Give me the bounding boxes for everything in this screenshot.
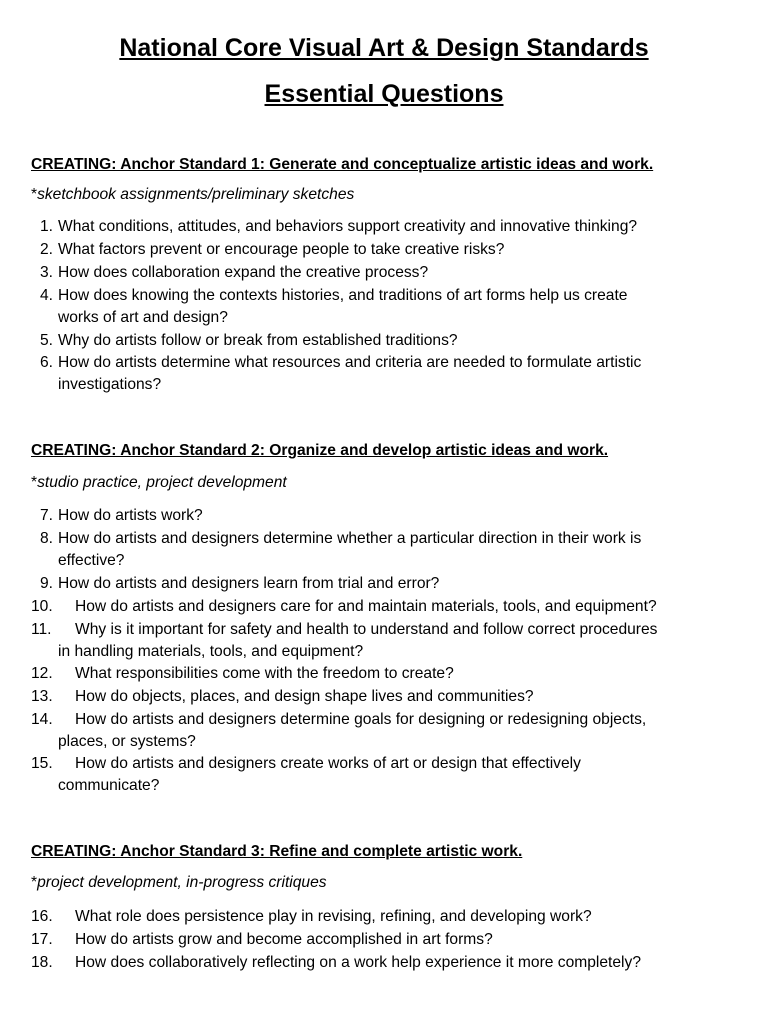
- list-item-number: 6.: [39, 354, 53, 371]
- list-item-number: 17.: [31, 931, 53, 948]
- list-item-text: What responsibilities come with the freedom to create?: [75, 665, 454, 682]
- list-item-number: 18.: [31, 954, 53, 971]
- list-item-number: 13.: [31, 688, 53, 705]
- list-item-text-continued: communicate?: [58, 777, 160, 795]
- list-item-text: How does knowing the contexts histories, and traditions of art forms help us create: [58, 287, 628, 304]
- list-item-text: What factors prevent or encourage people to take creative risks?: [58, 241, 505, 258]
- section-heading: CREATING: Anchor Standard 3: Refine and complete artistic work.: [31, 843, 523, 860]
- list-item-number: 11.: [31, 621, 52, 638]
- list-item-number: 3.: [39, 264, 53, 281]
- note-asterisk: *: [31, 474, 38, 491]
- list-item-text-continued: investigations?: [58, 376, 162, 394]
- list-item-text-continued: places, or systems?: [58, 733, 196, 751]
- list-item-text: How do artists and designers care for and maintain materials, tools, and equipment?: [75, 598, 657, 615]
- note-text: sketchbook assignments/preliminary sketches: [37, 186, 355, 203]
- list-item-text: How do artists and designers create works of art or design that effectively: [75, 755, 581, 772]
- list-item-number: 15.: [31, 755, 53, 772]
- list-item-number: 10.: [31, 598, 53, 615]
- list-item-text: What role does persistence play in revising, refining, and developing work?: [75, 908, 592, 925]
- list-item-text-continued: works of art and design?: [58, 309, 228, 327]
- page-title: National Core Visual Art & Design Standards: [119, 34, 649, 62]
- list-item-number: 4.: [39, 287, 53, 304]
- list-item-text: How do artists determine what resources and criteria are needed to formulate artistic: [58, 354, 642, 371]
- list-item-number: 1.: [39, 218, 53, 235]
- list-item-number: 7.: [39, 507, 53, 524]
- section-note: [31, 185, 354, 205]
- list-item-text-continued: in handling materials, tools, and equipment?: [58, 643, 364, 661]
- list-item-text: How do artists and designers determine whether a particular direction in their work is: [58, 530, 642, 547]
- list-item-number: 16.: [31, 908, 53, 925]
- section-note: [31, 873, 327, 893]
- list-item-text: How do artists work?: [58, 507, 203, 524]
- list-item-number: 12.: [31, 665, 53, 682]
- list-item-text: Why is it important for safety and health to understand and follow correct procedures: [75, 621, 658, 638]
- note-text: project development, in-progress critiques: [37, 874, 327, 891]
- list-item-number: 2.: [39, 241, 53, 258]
- list-item-number: 9.: [39, 575, 53, 592]
- page-subtitle: Essential Questions: [264, 80, 504, 108]
- section-note: [31, 473, 287, 493]
- list-item-text: How do artists and designers learn from trial and error?: [58, 575, 440, 592]
- list-item-text: How does collaboratively reflecting on a work help experience it more completely?: [75, 954, 641, 971]
- list-item-text: Why do artists follow or break from established traditions?: [58, 332, 458, 349]
- list-item-text: How do objects, places, and design shape lives and communities?: [75, 688, 534, 705]
- note-asterisk: *: [31, 874, 38, 891]
- list-item-text: How do artists and designers determine goals for designing or redesigning objects,: [75, 711, 647, 728]
- list-item-number: 5.: [39, 332, 53, 349]
- note-asterisk: *: [31, 186, 38, 203]
- list-item-text: What conditions, attitudes, and behaviors support creativity and innovative thinking?: [58, 218, 638, 235]
- list-item-text: How do artists grow and become accomplished in art forms?: [75, 931, 493, 948]
- section-heading: CREATING: Anchor Standard 2: Organize and develop artistic ideas and work.: [31, 442, 609, 459]
- list-item-text: How does collaboration expand the creative process?: [58, 264, 429, 281]
- note-text: studio practice, project development: [37, 474, 287, 491]
- list-item-text-continued: effective?: [58, 552, 125, 570]
- list-item-number: 14.: [31, 711, 53, 728]
- section-heading: CREATING: Anchor Standard 1: Generate and conceptualize artistic ideas and work.: [31, 156, 654, 173]
- list-item-number: 8.: [39, 530, 53, 547]
